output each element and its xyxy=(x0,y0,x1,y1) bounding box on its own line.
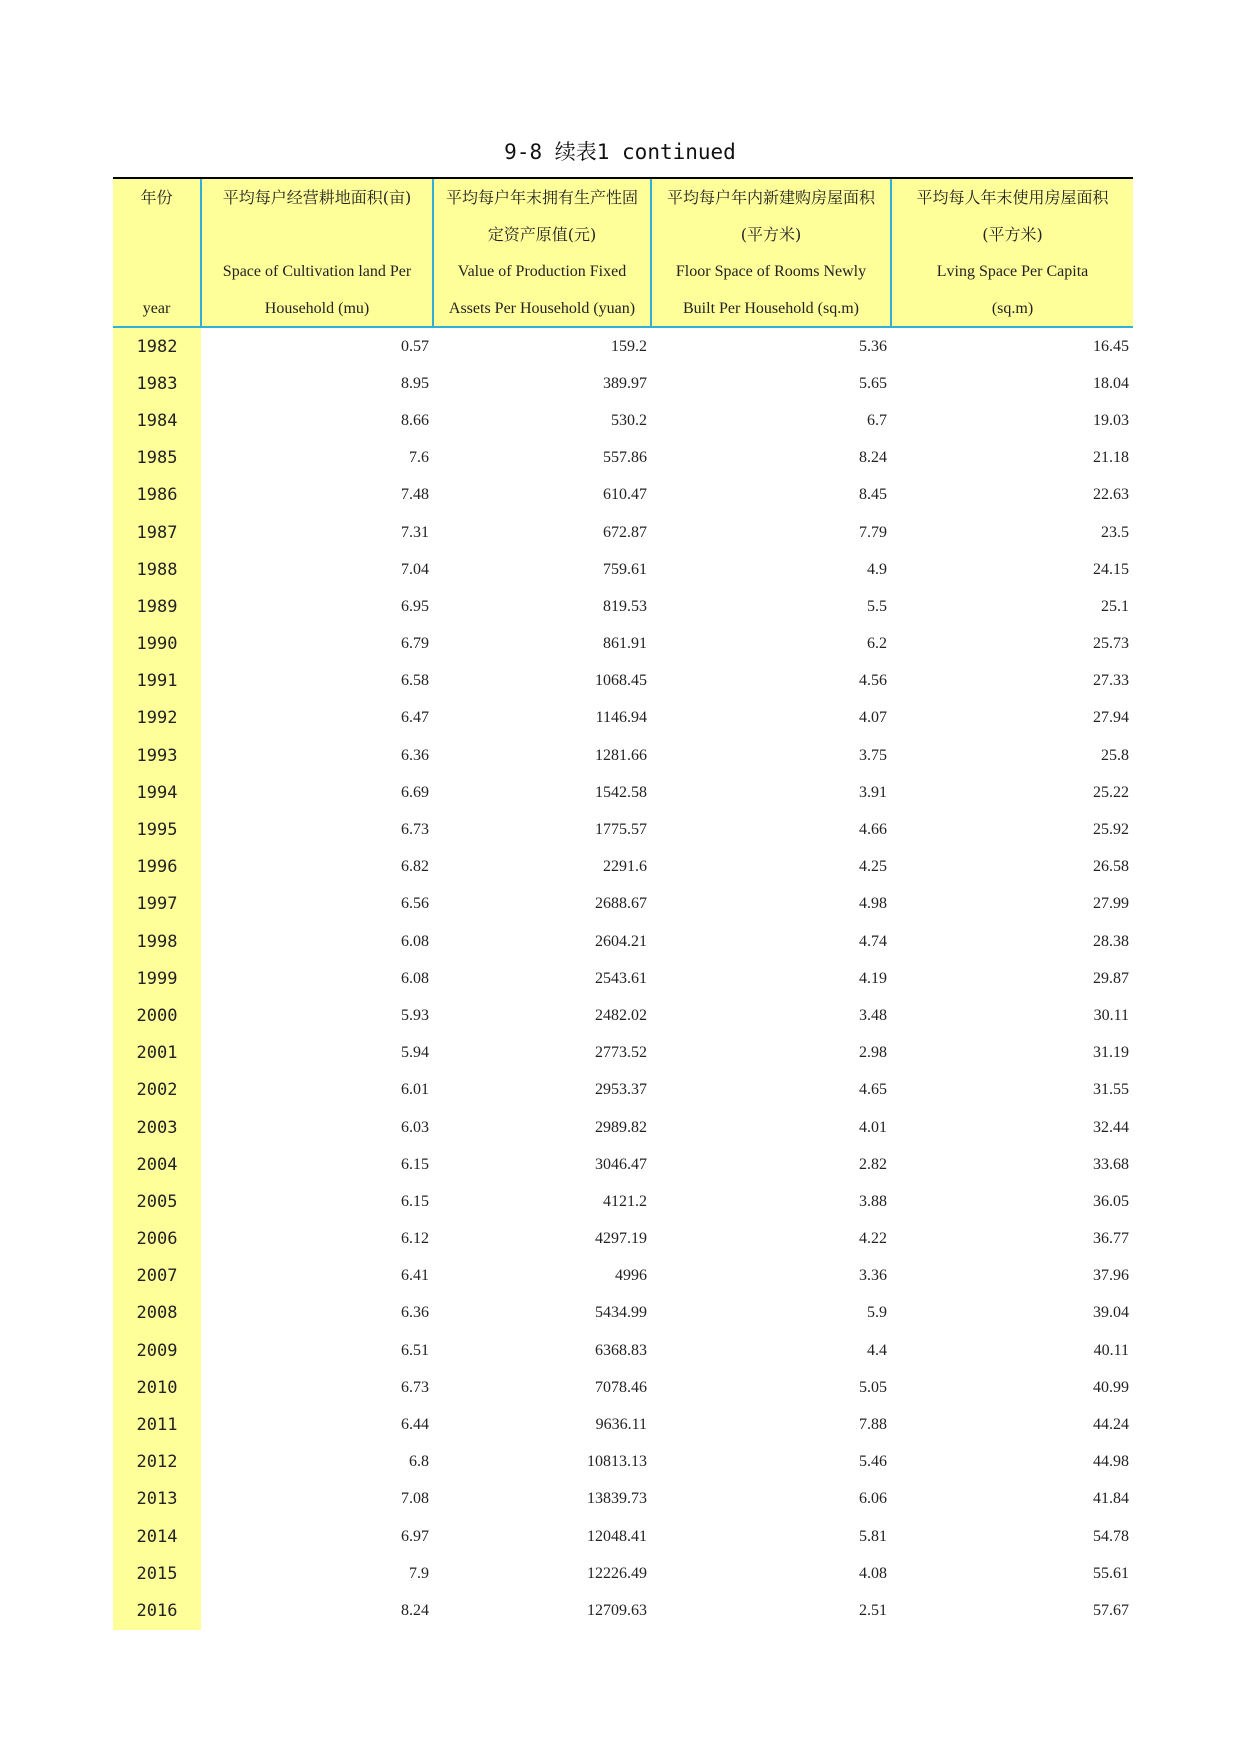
header-row xyxy=(113,178,1133,327)
table-row xyxy=(113,1146,1133,1183)
year-cell: 2013 xyxy=(113,1481,201,1518)
year-cell: 1987 xyxy=(113,514,201,551)
year-cell: 1993 xyxy=(113,737,201,774)
production-fixed-assets-cell: 819.53 xyxy=(603,597,647,615)
new-floor-space-cell: 3.91 xyxy=(859,783,887,801)
living-space-cell: 39.04 xyxy=(1093,1304,1129,1322)
new-floor-space-cell: 4.65 xyxy=(859,1081,887,1099)
living-space-cell: 16.45 xyxy=(1093,337,1129,355)
header-en-line-1: Value of Production Fixed xyxy=(457,263,627,280)
new-floor-space-cell: 2.51 xyxy=(859,1601,887,1619)
year-cell: 2001 xyxy=(113,1035,201,1072)
header-en-line-1: Space of Cultivation land Per xyxy=(222,263,412,280)
living-space-cell: 24.15 xyxy=(1093,560,1129,578)
table-row xyxy=(113,365,1133,402)
table-body xyxy=(113,327,1133,1630)
production-fixed-assets-cell: 2953.37 xyxy=(595,1081,647,1099)
cultivation-land-cell: 7.31 xyxy=(401,523,429,541)
cultivation-land-cell: 6.73 xyxy=(401,821,429,839)
new-floor-space-cell: 6.06 xyxy=(859,1490,887,1508)
year-cell: 1989 xyxy=(113,588,201,625)
production-fixed-assets-cell: 3046.47 xyxy=(595,1155,647,1173)
cultivation-land-cell: 7.04 xyxy=(401,560,429,578)
year-cell: 2011 xyxy=(113,1406,201,1443)
new-floor-space-cell: 6.2 xyxy=(867,635,887,653)
living-space-cell: 27.94 xyxy=(1093,709,1129,727)
new-floor-space-cell: 6.7 xyxy=(867,411,887,429)
new-floor-space-cell: 8.24 xyxy=(859,449,887,467)
production-fixed-assets-cell: 759.61 xyxy=(603,560,647,578)
table-row xyxy=(113,327,1133,365)
production-fixed-assets-cell: 672.87 xyxy=(603,523,647,541)
new-floor-space-cell: 3.36 xyxy=(859,1267,887,1285)
production-fixed-assets-cell: 557.86 xyxy=(603,449,647,467)
new-floor-space-cell: 4.25 xyxy=(859,858,887,876)
production-fixed-assets-cell: 389.97 xyxy=(603,374,647,392)
cultivation-land-cell: 6.51 xyxy=(401,1341,429,1359)
new-floor-space-cell: 5.46 xyxy=(859,1453,887,1471)
cultivation-land-cell: 5.93 xyxy=(401,1006,429,1024)
table-row xyxy=(113,626,1133,663)
year-cell: 1982 xyxy=(113,327,201,365)
production-fixed-assets-cell: 1281.66 xyxy=(595,746,647,764)
living-space-cell: 33.68 xyxy=(1093,1155,1129,1173)
header-zh-line-1: 平均每户经营耕地面积(亩) xyxy=(222,188,412,207)
production-fixed-assets-cell: 1068.45 xyxy=(595,672,647,690)
production-fixed-assets-cell: 159.2 xyxy=(611,337,647,355)
cultivation-land-cell: 8.95 xyxy=(401,374,429,392)
table-row xyxy=(113,1369,1133,1406)
table-row xyxy=(113,811,1133,848)
new-floor-space-cell: 5.81 xyxy=(859,1527,887,1545)
table-row xyxy=(113,514,1133,551)
production-fixed-assets-cell: 5434.99 xyxy=(595,1304,647,1322)
header-zh-line-1: 平均每户年末拥有生产性固 xyxy=(445,188,638,207)
living-space-cell: 40.11 xyxy=(1093,1341,1129,1359)
year-cell: 2002 xyxy=(113,1072,201,1109)
cultivation-land-cell: 6.12 xyxy=(401,1230,429,1248)
living-space-cell: 36.77 xyxy=(1093,1230,1129,1248)
production-fixed-assets-cell: 4121.2 xyxy=(603,1192,647,1210)
new-floor-space-cell: 2.82 xyxy=(859,1155,887,1173)
living-space-cell: 28.38 xyxy=(1093,932,1129,950)
living-space-cell: 27.33 xyxy=(1093,672,1129,690)
living-space-cell: 31.19 xyxy=(1093,1044,1129,1062)
year-cell: 1996 xyxy=(113,849,201,886)
new-floor-space-cell: 3.88 xyxy=(859,1192,887,1210)
cultivation-land-cell: 6.15 xyxy=(401,1155,429,1173)
living-space-cell: 41.84 xyxy=(1093,1490,1129,1508)
cultivation-land-cell: 6.73 xyxy=(401,1378,429,1396)
new-floor-space-cell: 5.05 xyxy=(859,1378,887,1396)
header-en-line-1: Lving Space Per Capita xyxy=(936,263,1089,280)
table-row xyxy=(113,997,1133,1034)
year-cell: 1992 xyxy=(113,700,201,737)
living-space-cell: 44.98 xyxy=(1093,1453,1129,1471)
table-row xyxy=(113,588,1133,625)
header-en-line-2: Household (mu) xyxy=(264,300,370,317)
column-header-new-floor-space xyxy=(651,178,891,327)
table-row xyxy=(113,700,1133,737)
table-row xyxy=(113,849,1133,886)
new-floor-space-cell: 3.75 xyxy=(859,746,887,764)
production-fixed-assets-cell: 1146.94 xyxy=(595,709,647,727)
new-floor-space-cell: 5.36 xyxy=(859,337,887,355)
cultivation-land-cell: 6.41 xyxy=(401,1267,429,1285)
new-floor-space-cell: 8.45 xyxy=(859,486,887,504)
production-fixed-assets-cell: 9636.11 xyxy=(595,1416,647,1434)
production-fixed-assets-cell: 2604.21 xyxy=(595,932,647,950)
living-space-cell: 32.44 xyxy=(1093,1118,1129,1136)
year-cell: 2015 xyxy=(113,1555,201,1592)
column-header-cultivation-land xyxy=(201,178,433,327)
new-floor-space-cell: 5.5 xyxy=(867,597,887,615)
year-cell: 1988 xyxy=(113,551,201,588)
table-row xyxy=(113,1258,1133,1295)
table-row xyxy=(113,1555,1133,1592)
living-space-cell: 30.11 xyxy=(1093,1006,1129,1024)
statistics-table xyxy=(113,177,1133,1630)
header-zh-line-1: 平均每人年末使用房屋面积 xyxy=(916,188,1109,207)
table-row xyxy=(113,774,1133,811)
table-row xyxy=(113,477,1133,514)
header-en-line-2: (sq.m) xyxy=(991,300,1034,317)
cultivation-land-cell: 8.24 xyxy=(401,1601,429,1619)
living-space-cell: 26.58 xyxy=(1093,858,1129,876)
production-fixed-assets-cell: 10813.13 xyxy=(587,1453,647,1471)
production-fixed-assets-cell: 12048.41 xyxy=(587,1527,647,1545)
cultivation-land-cell: 7.48 xyxy=(401,486,429,504)
new-floor-space-cell: 5.9 xyxy=(867,1304,887,1322)
living-space-cell: 21.18 xyxy=(1093,449,1129,467)
production-fixed-assets-cell: 2543.61 xyxy=(595,969,647,987)
production-fixed-assets-cell: 12226.49 xyxy=(587,1564,647,1582)
year-cell: 2007 xyxy=(113,1258,201,1295)
living-space-cell: 40.99 xyxy=(1093,1378,1129,1396)
table-row xyxy=(113,551,1133,588)
new-floor-space-cell: 2.98 xyxy=(859,1044,887,1062)
table-row xyxy=(113,1444,1133,1481)
new-floor-space-cell: 4.56 xyxy=(859,672,887,690)
living-space-cell: 25.73 xyxy=(1093,635,1129,653)
living-space-cell: 44.24 xyxy=(1093,1416,1129,1434)
living-space-cell: 25.92 xyxy=(1093,821,1129,839)
table-header xyxy=(113,178,1133,327)
table-row xyxy=(113,886,1133,923)
cultivation-land-cell: 6.15 xyxy=(401,1192,429,1210)
new-floor-space-cell: 4.07 xyxy=(859,709,887,727)
production-fixed-assets-cell: 13839.73 xyxy=(587,1490,647,1508)
new-floor-space-cell: 5.65 xyxy=(859,374,887,392)
cultivation-land-cell: 0.57 xyxy=(401,337,429,355)
living-space-cell: 18.04 xyxy=(1093,374,1129,392)
living-space-cell: 57.67 xyxy=(1093,1601,1129,1619)
living-space-cell: 36.05 xyxy=(1093,1192,1129,1210)
year-cell: 2006 xyxy=(113,1221,201,1258)
new-floor-space-cell: 4.01 xyxy=(859,1118,887,1136)
living-space-cell: 37.96 xyxy=(1093,1267,1129,1285)
cultivation-land-cell: 6.97 xyxy=(401,1527,429,1545)
cultivation-land-cell: 5.94 xyxy=(401,1044,429,1062)
cultivation-land-cell: 7.6 xyxy=(409,449,429,467)
column-header-production-fixed-assets xyxy=(433,178,651,327)
new-floor-space-cell: 4.08 xyxy=(859,1564,887,1582)
cultivation-land-cell: 6.36 xyxy=(401,1304,429,1322)
cultivation-land-cell: 6.01 xyxy=(401,1081,429,1099)
year-cell: 2009 xyxy=(113,1332,201,1369)
living-space-cell: 25.1 xyxy=(1101,597,1129,615)
year-cell: 1986 xyxy=(113,477,201,514)
table-row xyxy=(113,402,1133,439)
production-fixed-assets-cell: 6368.83 xyxy=(595,1341,647,1359)
table-row xyxy=(113,1183,1133,1220)
production-fixed-assets-cell: 2773.52 xyxy=(595,1044,647,1062)
new-floor-space-cell: 4.66 xyxy=(859,821,887,839)
production-fixed-assets-cell: 1775.57 xyxy=(595,821,647,839)
cultivation-land-cell: 6.82 xyxy=(401,858,429,876)
table-row xyxy=(113,1406,1133,1443)
production-fixed-assets-cell: 2989.82 xyxy=(595,1118,647,1136)
table-row xyxy=(113,737,1133,774)
year-cell: 2010 xyxy=(113,1369,201,1406)
production-fixed-assets-cell: 861.91 xyxy=(603,635,647,653)
new-floor-space-cell: 4.4 xyxy=(867,1341,887,1359)
production-fixed-assets-cell: 4996 xyxy=(615,1267,647,1285)
production-fixed-assets-cell: 2688.67 xyxy=(595,895,647,913)
header-zh-line-2: (平方米) xyxy=(982,225,1043,244)
cultivation-land-cell: 6.08 xyxy=(401,969,429,987)
production-fixed-assets-cell: 4297.19 xyxy=(595,1230,647,1248)
year-cell: 1995 xyxy=(113,811,201,848)
new-floor-space-cell: 3.48 xyxy=(859,1006,887,1024)
year-cell: 1999 xyxy=(113,960,201,997)
header-zh-line-1: 平均每户年内新建购房屋面积 xyxy=(666,188,875,207)
header-en-line-2: Built Per Household (sq.m) xyxy=(683,300,859,317)
year-cell: 2012 xyxy=(113,1444,201,1481)
cultivation-land-cell: 6.58 xyxy=(401,672,429,690)
year-cell: 1990 xyxy=(113,626,201,663)
year-cell: 2004 xyxy=(113,1146,201,1183)
living-space-cell: 29.87 xyxy=(1093,969,1129,987)
year-cell: 2003 xyxy=(113,1109,201,1146)
cultivation-land-cell: 6.08 xyxy=(401,932,429,950)
year-cell: 1984 xyxy=(113,402,201,439)
cultivation-land-cell: 6.44 xyxy=(401,1416,429,1434)
year-cell: 2008 xyxy=(113,1295,201,1332)
cultivation-land-cell: 6.47 xyxy=(401,709,429,727)
cultivation-land-cell: 7.9 xyxy=(409,1564,429,1582)
column-header-year xyxy=(113,178,201,327)
cultivation-land-cell: 6.56 xyxy=(401,895,429,913)
header-en-line-2: year xyxy=(142,300,171,317)
header-zh-line-2: (平方米) xyxy=(740,225,802,244)
year-cell: 2016 xyxy=(113,1592,201,1629)
table-row xyxy=(113,960,1133,997)
living-space-cell: 31.55 xyxy=(1093,1081,1129,1099)
cultivation-land-cell: 7.08 xyxy=(401,1490,429,1508)
new-floor-space-cell: 4.9 xyxy=(867,560,887,578)
living-space-cell: 54.78 xyxy=(1093,1527,1129,1545)
living-space-cell: 23.5 xyxy=(1101,523,1129,541)
table-row xyxy=(113,1332,1133,1369)
living-space-cell: 27.99 xyxy=(1093,895,1129,913)
cultivation-land-cell: 8.66 xyxy=(401,411,429,429)
header-en-line-1: Floor Space of Rooms Newly xyxy=(675,263,867,280)
cultivation-land-cell: 6.79 xyxy=(401,635,429,653)
table-row xyxy=(113,1221,1133,1258)
new-floor-space-cell: 7.79 xyxy=(859,523,887,541)
table-row xyxy=(113,1592,1133,1629)
year-cell: 2000 xyxy=(113,997,201,1034)
production-fixed-assets-cell: 2291.6 xyxy=(603,858,647,876)
year-cell: 1991 xyxy=(113,663,201,700)
year-cell: 1998 xyxy=(113,923,201,960)
new-floor-space-cell: 4.22 xyxy=(859,1230,887,1248)
cultivation-land-cell: 6.95 xyxy=(401,597,429,615)
year-cell: 1983 xyxy=(113,365,201,402)
year-cell: 1985 xyxy=(113,440,201,477)
production-fixed-assets-cell: 7078.46 xyxy=(595,1378,647,1396)
production-fixed-assets-cell: 2482.02 xyxy=(595,1006,647,1024)
living-space-cell: 25.8 xyxy=(1101,746,1129,764)
production-fixed-assets-cell: 530.2 xyxy=(611,411,647,429)
table-row xyxy=(113,1481,1133,1518)
production-fixed-assets-cell: 12709.63 xyxy=(587,1601,647,1619)
year-cell: 1994 xyxy=(113,774,201,811)
year-cell: 2005 xyxy=(113,1183,201,1220)
table-title: 9-8 续表1 continued xyxy=(504,140,736,164)
production-fixed-assets-cell: 1542.58 xyxy=(595,783,647,801)
table-row xyxy=(113,1518,1133,1555)
living-space-cell: 22.63 xyxy=(1093,486,1129,504)
table-row xyxy=(113,440,1133,477)
table-row xyxy=(113,1072,1133,1109)
table-row xyxy=(113,923,1133,960)
year-cell: 2014 xyxy=(113,1518,201,1555)
living-space-cell: 19.03 xyxy=(1093,411,1129,429)
living-space-cell: 55.61 xyxy=(1093,1564,1129,1582)
cultivation-land-cell: 6.69 xyxy=(401,783,429,801)
new-floor-space-cell: 4.98 xyxy=(859,895,887,913)
new-floor-space-cell: 4.19 xyxy=(859,969,887,987)
production-fixed-assets-cell: 610.47 xyxy=(603,486,647,504)
header-zh-line-1: 年份 xyxy=(140,188,173,207)
cultivation-land-cell: 6.8 xyxy=(409,1453,429,1471)
cultivation-land-cell: 6.36 xyxy=(401,746,429,764)
table-row xyxy=(113,663,1133,700)
living-space-cell: 25.22 xyxy=(1093,783,1129,801)
header-zh-line-2: 定资产原值(元) xyxy=(487,225,597,244)
new-floor-space-cell: 4.74 xyxy=(859,932,887,950)
cultivation-land-cell: 6.03 xyxy=(401,1118,429,1136)
new-floor-space-cell: 7.88 xyxy=(859,1416,887,1434)
header-en-line-2: Assets Per Household (yuan) xyxy=(448,300,636,317)
table-row xyxy=(113,1035,1133,1072)
column-header-living-space xyxy=(891,178,1133,327)
table-row xyxy=(113,1295,1133,1332)
year-cell: 1997 xyxy=(113,886,201,923)
table-row xyxy=(113,1109,1133,1146)
